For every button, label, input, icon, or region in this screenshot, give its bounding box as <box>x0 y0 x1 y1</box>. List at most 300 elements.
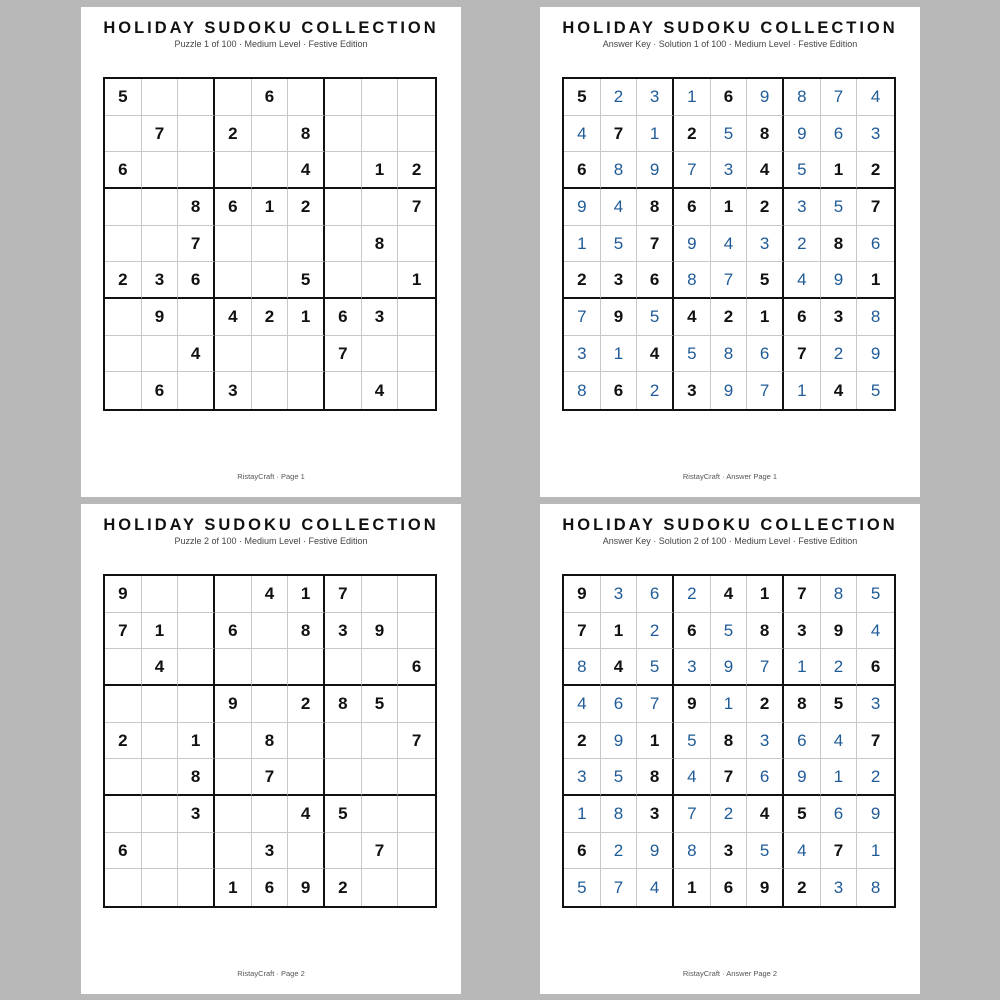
sudoku-cell <box>288 649 325 686</box>
sudoku-cell: 1 <box>747 576 784 613</box>
sudoku-cell <box>398 372 435 409</box>
sudoku-cell: 9 <box>784 116 821 153</box>
sudoku-cell <box>178 833 215 870</box>
sudoku-cell <box>252 262 289 299</box>
sudoku-cell: 7 <box>857 723 894 760</box>
sudoku-cell <box>215 79 252 116</box>
sudoku-cell: 8 <box>564 649 601 686</box>
sudoku-cell <box>105 226 142 263</box>
sudoku-cell: 5 <box>747 262 784 299</box>
sudoku-cell: 3 <box>821 299 858 336</box>
sudoku-cell <box>288 723 325 760</box>
sudoku-cell <box>142 833 179 870</box>
sudoku-cell <box>178 299 215 336</box>
sudoku-cell <box>215 723 252 760</box>
sudoku-cell: 6 <box>325 299 362 336</box>
sudoku-cell: 7 <box>747 649 784 686</box>
sudoku-cell: 7 <box>325 576 362 613</box>
sudoku-cell <box>252 336 289 373</box>
sudoku-cell <box>252 686 289 723</box>
sudoku-cell: 9 <box>362 613 399 650</box>
sudoku-cell: 9 <box>674 686 711 723</box>
sudoku-cell <box>178 372 215 409</box>
sudoku-cell <box>215 833 252 870</box>
sudoku-cell: 5 <box>674 723 711 760</box>
sudoku-cell: 1 <box>637 116 674 153</box>
sudoku-cell: 8 <box>747 116 784 153</box>
sudoku-cell: 4 <box>857 613 894 650</box>
sudoku-cell <box>252 613 289 650</box>
sudoku-cell: 4 <box>178 336 215 373</box>
sudoku-cell <box>362 869 399 906</box>
sudoku-cell: 2 <box>711 796 748 833</box>
sudoku-cell <box>252 152 289 189</box>
sudoku-cell: 2 <box>857 759 894 796</box>
sudoku-cell: 5 <box>288 262 325 299</box>
sudoku-cell: 1 <box>637 723 674 760</box>
sudoku-cell: 9 <box>711 372 748 409</box>
sudoku-cell: 1 <box>288 576 325 613</box>
sudoku-cell: 5 <box>362 686 399 723</box>
sudoku-cell <box>288 372 325 409</box>
sudoku-cell <box>362 336 399 373</box>
sudoku-cell: 8 <box>857 299 894 336</box>
sudoku-cell: 2 <box>674 576 711 613</box>
sudoku-cell: 3 <box>711 833 748 870</box>
sudoku-cell <box>325 189 362 226</box>
sudoku-cell: 7 <box>601 869 638 906</box>
sudoku-cell <box>252 372 289 409</box>
puzzle-page-1 <box>81 7 461 497</box>
sudoku-cell: 6 <box>747 336 784 373</box>
sudoku-cell <box>142 723 179 760</box>
sudoku-cell <box>325 649 362 686</box>
sudoku-cell <box>362 79 399 116</box>
sudoku-cell: 6 <box>601 686 638 723</box>
sudoku-cell: 5 <box>821 189 858 226</box>
sudoku-cell <box>325 262 362 299</box>
sudoku-cell: 5 <box>674 336 711 373</box>
sudoku-cell <box>325 723 362 760</box>
sudoku-cell: 3 <box>601 576 638 613</box>
sudoku-cell: 3 <box>637 796 674 833</box>
sudoku-cell: 4 <box>637 336 674 373</box>
page-footer: RistayCraft · Answer Page 1 <box>682 472 778 481</box>
sudoku-cell: 4 <box>288 152 325 189</box>
sudoku-cell: 9 <box>821 262 858 299</box>
sudoku-cell: 6 <box>398 649 435 686</box>
sudoku-cell: 2 <box>601 833 638 870</box>
sudoku-cell: 3 <box>178 796 215 833</box>
sudoku-cell: 7 <box>637 226 674 263</box>
sudoku-cell: 7 <box>564 299 601 336</box>
sudoku-cell <box>215 336 252 373</box>
sudoku-cell: 4 <box>637 869 674 906</box>
sudoku-cell: 7 <box>711 759 748 796</box>
sudoku-cell: 4 <box>601 649 638 686</box>
sudoku-cell: 7 <box>711 262 748 299</box>
sudoku-cell <box>142 869 179 906</box>
sudoku-cell: 1 <box>784 372 821 409</box>
sudoku-cell: 1 <box>564 226 601 263</box>
sudoku-cell: 6 <box>105 833 142 870</box>
sudoku-cell: 7 <box>674 152 711 189</box>
sudoku-cell: 9 <box>215 686 252 723</box>
sudoku-cell <box>105 189 142 226</box>
sudoku-cell <box>362 576 399 613</box>
sudoku-cell: 5 <box>821 686 858 723</box>
page-subtitle: Puzzle 1 of 100 · Medium Level · Festive Edition <box>174 39 368 49</box>
sudoku-cell: 7 <box>398 189 435 226</box>
sudoku-cell: 2 <box>105 262 142 299</box>
sudoku-cell <box>105 299 142 336</box>
sudoku-cell: 9 <box>711 649 748 686</box>
sudoku-cell: 4 <box>674 299 711 336</box>
sudoku-cell: 4 <box>674 759 711 796</box>
sudoku-cell: 6 <box>637 576 674 613</box>
sudoku-cell: 8 <box>564 372 601 409</box>
sudoku-cell: 8 <box>252 723 289 760</box>
sudoku-cell: 8 <box>747 613 784 650</box>
sudoku-cell: 8 <box>674 262 711 299</box>
sudoku-cell: 4 <box>857 79 894 116</box>
sudoku-cell <box>142 226 179 263</box>
sudoku-cell: 6 <box>857 226 894 263</box>
sudoku-cell: 5 <box>564 79 601 116</box>
sudoku-cell: 4 <box>747 152 784 189</box>
sudoku-grid <box>103 574 437 908</box>
page-subtitle: Puzzle 2 of 100 · Medium Level · Festive Edition <box>174 536 368 546</box>
sudoku-cell: 3 <box>215 372 252 409</box>
sudoku-cell: 6 <box>601 372 638 409</box>
sudoku-cell: 3 <box>362 299 399 336</box>
sudoku-cell: 9 <box>821 613 858 650</box>
sudoku-grid <box>103 77 437 411</box>
sudoku-cell: 4 <box>362 372 399 409</box>
sudoku-cell <box>325 226 362 263</box>
sudoku-cell: 8 <box>711 336 748 373</box>
sudoku-cell <box>142 759 179 796</box>
sudoku-cell: 2 <box>821 336 858 373</box>
sudoku-grid <box>562 574 896 908</box>
sudoku-cell: 1 <box>142 613 179 650</box>
sudoku-cell: 3 <box>857 686 894 723</box>
page-title: HOLIDAY SUDOKU COLLECTION <box>562 516 898 534</box>
sudoku-cell: 5 <box>870 381 881 401</box>
sudoku-cell: 8 <box>288 613 325 650</box>
sudoku-cell: 1 <box>178 723 215 760</box>
sudoku-cell <box>215 262 252 299</box>
sudoku-cell: 7 <box>142 116 179 153</box>
sudoku-cell <box>288 226 325 263</box>
sudoku-cell <box>215 226 252 263</box>
sudoku-cell: 2 <box>601 79 638 116</box>
sudoku-cell <box>105 869 142 906</box>
sudoku-cell: 9 <box>105 576 142 613</box>
sudoku-cell: 2 <box>325 869 362 906</box>
sudoku-cell: 6 <box>178 262 215 299</box>
sudoku-cell: 4 <box>711 226 748 263</box>
sudoku-cell: 7 <box>784 336 821 373</box>
sudoku-cell: 2 <box>252 299 289 336</box>
sudoku-cell: 7 <box>564 613 601 650</box>
sudoku-cell <box>362 649 399 686</box>
sudoku-cell: 8 <box>178 759 215 796</box>
sudoku-cell: 6 <box>821 116 858 153</box>
sudoku-cell <box>178 576 215 613</box>
sudoku-cell <box>215 796 252 833</box>
sudoku-cell: 1 <box>821 152 858 189</box>
sudoku-cell: 7 <box>747 372 784 409</box>
sudoku-cell <box>178 613 215 650</box>
page-footer: RistayCraft · Answer Page 2 <box>682 969 778 978</box>
sudoku-cell: 8 <box>784 686 821 723</box>
sudoku-cell: 4 <box>288 796 325 833</box>
sudoku-cell: 1 <box>252 189 289 226</box>
sudoku-cell: 6 <box>784 723 821 760</box>
sudoku-cell: 3 <box>821 869 858 906</box>
sudoku-cell <box>105 796 142 833</box>
sudoku-cell: 1 <box>601 336 638 373</box>
sudoku-cell: 1 <box>857 833 894 870</box>
sudoku-cell: 3 <box>601 262 638 299</box>
sudoku-cell: 5 <box>637 649 674 686</box>
sudoku-cell <box>398 576 435 613</box>
sudoku-cell: 3 <box>142 262 179 299</box>
sudoku-cell: 8 <box>288 116 325 153</box>
sudoku-cell: 1 <box>674 79 711 116</box>
sudoku-cell: 3 <box>711 152 748 189</box>
sudoku-cell: 4 <box>747 796 784 833</box>
sudoku-cell <box>398 336 435 373</box>
sudoku-cell: 8 <box>178 189 215 226</box>
sudoku-cell: 4 <box>564 686 601 723</box>
sudoku-cell <box>398 79 435 116</box>
sudoku-cell: 6 <box>252 869 289 906</box>
sudoku-cell <box>178 686 215 723</box>
sudoku-cell: 6 <box>674 189 711 226</box>
sudoku-cell <box>288 759 325 796</box>
sudoku-cell: 6 <box>564 152 601 189</box>
sudoku-cell: 3 <box>674 649 711 686</box>
sudoku-cell <box>178 152 215 189</box>
sudoku-cell <box>398 833 435 870</box>
sudoku-cell: 6 <box>142 372 179 409</box>
sudoku-cell: 6 <box>857 649 894 686</box>
sudoku-cell: 8 <box>362 226 399 263</box>
sudoku-cell: 5 <box>784 796 821 833</box>
sudoku-cell <box>325 833 362 870</box>
sudoku-cell <box>215 759 252 796</box>
sudoku-cell: 4 <box>564 116 601 153</box>
sudoku-cell: 1 <box>398 262 435 299</box>
sudoku-cell <box>398 759 435 796</box>
sudoku-cell <box>288 79 325 116</box>
sudoku-cell <box>398 613 435 650</box>
sudoku-cell <box>362 116 399 153</box>
sudoku-cell: 8 <box>821 576 858 613</box>
sudoku-cell <box>288 336 325 373</box>
sudoku-cell: 5 <box>857 576 894 613</box>
sudoku-cell: 9 <box>564 189 601 226</box>
sudoku-cell: 9 <box>674 226 711 263</box>
sudoku-cell: 1 <box>747 299 784 336</box>
sudoku-cell: 4 <box>784 262 821 299</box>
sudoku-cell: 8 <box>637 189 674 226</box>
sudoku-cell <box>398 226 435 263</box>
answer-page-2 <box>540 504 920 994</box>
sudoku-cell <box>252 116 289 153</box>
sudoku-cell: 3 <box>747 723 784 760</box>
sudoku-cell <box>178 869 215 906</box>
page-title: HOLIDAY SUDOKU COLLECTION <box>562 19 898 37</box>
sudoku-cell: 8 <box>601 152 638 189</box>
sudoku-cell: 1 <box>564 796 601 833</box>
sudoku-cell <box>142 152 179 189</box>
sudoku-cell: 7 <box>784 576 821 613</box>
sudoku-cell: 6 <box>747 759 784 796</box>
sudoku-cell: 7 <box>674 796 711 833</box>
page-subtitle: Answer Key · Solution 2 of 100 · Medium Level · Festive Edition <box>602 536 858 546</box>
sudoku-cell <box>105 649 142 686</box>
sudoku-cell: 9 <box>288 869 325 906</box>
sudoku-cell: 6 <box>711 79 748 116</box>
sudoku-cell <box>178 116 215 153</box>
sudoku-cell: 3 <box>674 372 711 409</box>
sudoku-cell: 5 <box>637 299 674 336</box>
sudoku-cell: 9 <box>857 796 894 833</box>
sudoku-cell <box>105 686 142 723</box>
sudoku-cell: 1 <box>711 189 748 226</box>
answer-page-1 <box>540 7 920 497</box>
sudoku-cell: 4 <box>215 299 252 336</box>
sudoku-grid <box>562 77 896 411</box>
sudoku-cell: 5 <box>711 116 748 153</box>
sudoku-cell <box>398 869 435 906</box>
sudoku-cell: 1 <box>601 613 638 650</box>
sudoku-cell: 1 <box>711 686 748 723</box>
sudoku-cell: 3 <box>564 759 601 796</box>
sudoku-cell: 8 <box>821 226 858 263</box>
sudoku-cell <box>105 116 142 153</box>
sudoku-cell: 6 <box>215 189 252 226</box>
sudoku-cell <box>252 796 289 833</box>
sudoku-cell <box>362 796 399 833</box>
sudoku-cell <box>288 833 325 870</box>
sudoku-cell <box>105 336 142 373</box>
sudoku-cell <box>398 116 435 153</box>
page-footer: RistayCraft · Page 1 <box>237 472 305 481</box>
sudoku-cell: 1 <box>215 869 252 906</box>
sudoku-cell <box>142 686 179 723</box>
sudoku-cell: 2 <box>784 869 821 906</box>
sudoku-cell: 8 <box>325 686 362 723</box>
sudoku-cell: 2 <box>564 723 601 760</box>
sudoku-cell: 7 <box>821 833 858 870</box>
sudoku-cell: 2 <box>105 723 142 760</box>
sudoku-cell: 6 <box>821 796 858 833</box>
sudoku-cell: 2 <box>821 649 858 686</box>
puzzle-page-2 <box>81 504 461 994</box>
sudoku-cell: 9 <box>747 869 784 906</box>
sudoku-cell: 3 <box>637 79 674 116</box>
sudoku-cell: 6 <box>637 262 674 299</box>
sudoku-cell: 3 <box>325 613 362 650</box>
sudoku-cell <box>325 372 362 409</box>
sudoku-cell: 4 <box>821 372 858 409</box>
sudoku-cell: 3 <box>252 833 289 870</box>
sudoku-cell: 2 <box>637 372 674 409</box>
sudoku-cell: 2 <box>637 613 674 650</box>
sudoku-cell: 2 <box>747 189 784 226</box>
sudoku-cell: 1 <box>362 152 399 189</box>
sudoku-cell: 2 <box>747 686 784 723</box>
sudoku-cell: 6 <box>252 79 289 116</box>
sudoku-cell: 2 <box>564 262 601 299</box>
sudoku-cell: 9 <box>784 759 821 796</box>
sudoku-cell <box>105 759 142 796</box>
sudoku-cell: 1 <box>857 262 894 299</box>
sudoku-cell: 9 <box>857 336 894 373</box>
sudoku-cell: 8 <box>784 79 821 116</box>
sudoku-cell: 2 <box>288 189 325 226</box>
sudoku-cell: 8 <box>637 759 674 796</box>
sudoku-cell: 7 <box>362 833 399 870</box>
sudoku-cell: 9 <box>747 79 784 116</box>
sudoku-cell <box>398 686 435 723</box>
sudoku-cell: 9 <box>601 723 638 760</box>
sudoku-cell: 5 <box>784 152 821 189</box>
sudoku-cell: 6 <box>784 299 821 336</box>
sudoku-cell: 8 <box>601 796 638 833</box>
sudoku-cell <box>362 262 399 299</box>
sudoku-cell: 4 <box>601 189 638 226</box>
sudoku-cell <box>325 116 362 153</box>
page-title: HOLIDAY SUDOKU COLLECTION <box>103 19 439 37</box>
sudoku-cell: 2 <box>398 152 435 189</box>
sudoku-cell <box>362 189 399 226</box>
sudoku-cell: 7 <box>821 79 858 116</box>
sudoku-cell: 7 <box>637 686 674 723</box>
sudoku-cell: 5 <box>325 796 362 833</box>
sudoku-cell: 2 <box>288 686 325 723</box>
sudoku-cell <box>142 576 179 613</box>
sudoku-cell: 7 <box>178 226 215 263</box>
sudoku-cell: 2 <box>784 226 821 263</box>
sudoku-cell <box>178 79 215 116</box>
sudoku-cell: 6 <box>564 833 601 870</box>
sudoku-cell <box>142 796 179 833</box>
sudoku-cell: 4 <box>821 723 858 760</box>
sudoku-cell: 7 <box>601 116 638 153</box>
sudoku-cell: 8 <box>711 723 748 760</box>
sudoku-cell: 3 <box>564 336 601 373</box>
sudoku-cell <box>142 189 179 226</box>
sudoku-cell: 5 <box>601 226 638 263</box>
sudoku-cell: 5 <box>711 613 748 650</box>
sudoku-cell: 7 <box>252 759 289 796</box>
sudoku-cell: 9 <box>601 299 638 336</box>
sudoku-cell: 8 <box>870 878 881 898</box>
sudoku-cell: 1 <box>288 299 325 336</box>
sudoku-cell <box>252 649 289 686</box>
sudoku-cell <box>215 649 252 686</box>
sudoku-cell: 2 <box>857 152 894 189</box>
sudoku-cell: 4 <box>252 576 289 613</box>
sudoku-cell: 7 <box>105 613 142 650</box>
sudoku-cell: 3 <box>784 613 821 650</box>
sudoku-cell <box>215 576 252 613</box>
